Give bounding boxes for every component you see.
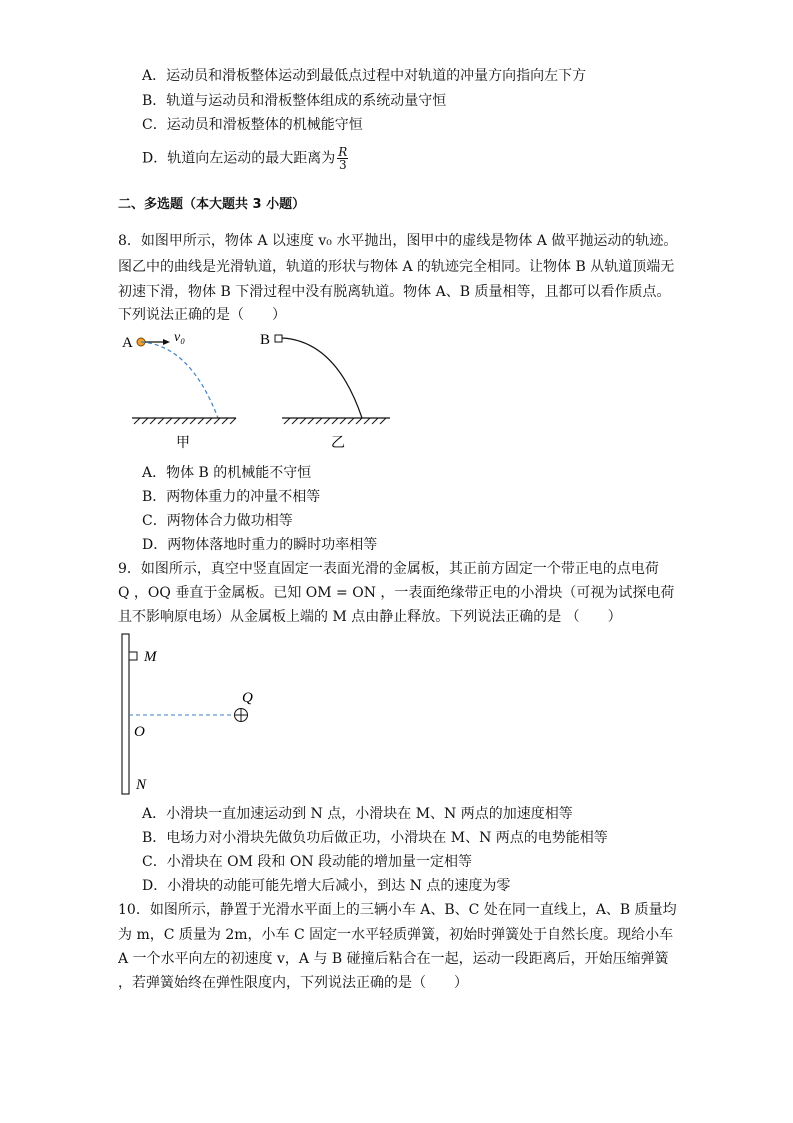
q10-stem-line4: ，若弹簧始终在弹性限度内，下列说法正确的是（ ） [118, 975, 468, 991]
q8-figure [110, 325, 410, 455]
fraction-r-over-3 [337, 146, 348, 171]
section-heading: 二、多选题（本大题共 3 小题） [118, 197, 306, 212]
q8-stem-line1: 8．如图甲所示，物体 A 以速度 v₀ 水平抛出，图甲中的虚线是物体 A 做平抛运动的轨迹。 [118, 233, 678, 249]
label-q: Q [242, 690, 253, 706]
q10-stem-line3: A 一个水平向左的初速度 v，A 与 B 碰撞后粘合在一起，运动一段距离后，开始压缩弹簧 [118, 951, 669, 967]
ground-hatch-left [134, 418, 236, 424]
label-v0: v₀ [174, 330, 186, 345]
q8-option-d: D．两物体落地时重力的瞬时功率相等 [142, 537, 378, 553]
label-b: B [260, 332, 271, 348]
label-n: N [136, 777, 147, 793]
q9-option-c: C．小滑块在 OM 段和 ON 段动能的增加量一定相等 [142, 854, 473, 870]
q8-stem-line2: 图乙中的曲线是光滑轨道，轨道的形状与物体 A 的轨迹完全相同。让物体 B 从轨道顶端无 [118, 259, 675, 275]
block-b [275, 335, 282, 342]
q9-figure [110, 630, 270, 800]
q8-option-b: B．两物体重力的冲量不相等 [142, 489, 321, 505]
q9-stem-line2: Q ，OQ 垂直于金属板。已知 OM = ON ，一表面绝缘带正电的小滑块（可视为试探电荷 [118, 585, 675, 601]
q8-option-c: C．两物体合力做功相等 [142, 513, 293, 529]
label-o: O [134, 724, 145, 740]
q9-option-a: A．小滑块一直加速运动到 N 点，小滑块在 M、N 两点的加速度相等 [142, 806, 573, 822]
caption-jia: 甲 [176, 436, 190, 451]
q8-option-a: A．物体 B 的机械能不守恒 [142, 465, 312, 481]
q10-stem-line1: 10．如图所示，静置于光滑水平面上的三辆小车 A、B、C 处在同一直线上，A、B 质量均 [118, 902, 677, 918]
projectile-trajectory [141, 342, 218, 418]
q9-option-d: D．小滑块的动能可能先增大后减小，到达 N 点的速度为零 [142, 878, 511, 894]
q7-option-d [142, 146, 348, 171]
q8-stem-line3: 初速下滑，物体 B 下滑过程中没有脱离轨道。物体 A、B 质量相等，且都可以看作质点。 [118, 284, 671, 300]
ground-hatch-right [284, 418, 386, 424]
q8-stem-line4: 下列说法正确的是（ ） [118, 307, 286, 323]
label-a: A [122, 335, 133, 351]
q9-option-b: B．电场力对小滑块先做负功后做正功，小滑块在 M、N 两点的电势能相等 [142, 830, 608, 846]
fraction-denominator: 3 [338, 158, 347, 172]
caption-yi: 乙 [331, 436, 345, 451]
q7-option-d-text: D．轨道向左运动的最大距离为 [142, 150, 336, 167]
fraction-numerator: R [338, 145, 348, 159]
smooth-track [282, 338, 362, 418]
arrow-head-icon [163, 339, 170, 345]
q7-option-b: B．轨道与运动员和滑板整体组成的系统动量守恒 [142, 93, 447, 109]
q9-stem-line3: 且不影响原电场）从金属板上端的 M 点由静止释放。下列说法正确的是 （ ） [118, 609, 622, 625]
q7-option-c: C．运动员和滑板整体的机械能守恒 [142, 117, 363, 133]
label-m: M [144, 649, 157, 665]
q7-option-a: A．运动员和滑板整体运动到最低点过程中对轨道的冲量方向指向左下方 [142, 68, 587, 84]
q10-stem-line2: 为 m，C 质量为 2m，小车 C 固定一水平轻质弹簧，初始时弹簧处于自然长度。现给小车 [118, 927, 674, 943]
q9-stem-line1: 9．如图所示，真空中竖直固定一表面光滑的金属板，其正前方固定一个带正电的点电荷 [118, 561, 659, 577]
metal-plate [122, 634, 129, 794]
slider-block-m [129, 652, 137, 660]
